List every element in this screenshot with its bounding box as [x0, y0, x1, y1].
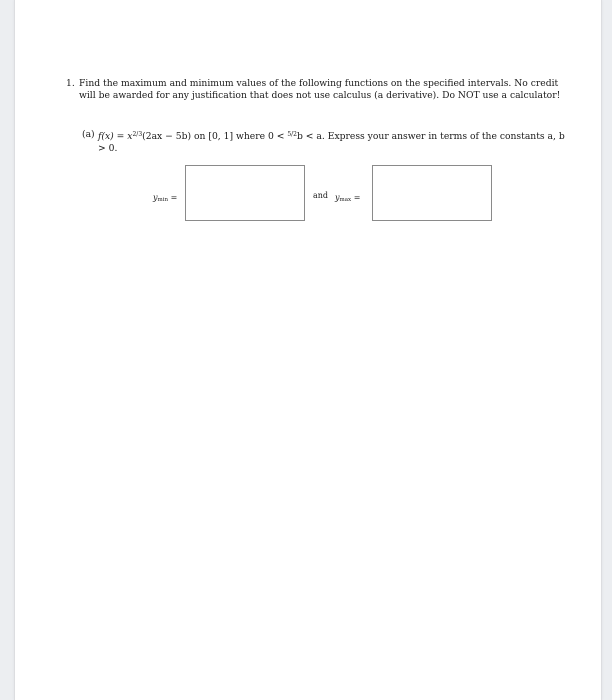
part-a-text — [98, 129, 566, 154]
ymax-label: $y_{max}$ = — [335, 193, 361, 203]
question-number: 1. — [66, 78, 75, 89]
ymin-answer-box[interactable] — [185, 165, 305, 221]
question-1 — [66, 78, 566, 101]
function-expression: f(x) = x — [98, 131, 133, 142]
question-text: Find the maximum and minimum values of the following functions on the specified intervals. No credit will be awarded for any justification that does not use calculus (a derivative). Do NOT use a calculator! — [79, 78, 561, 101]
ymax-answer-box[interactable] — [372, 165, 492, 221]
ymin-label: $y_{min}$ = — [153, 193, 178, 203]
function-rest: (2ax − 5b) on [0, 1] where 0 < — [142, 131, 288, 142]
fraction-coefficient: 5/2 — [287, 131, 297, 138]
part-label: (a) — [82, 129, 95, 140]
function-exponent: 2/3 — [132, 131, 143, 138]
function-rest-2: b < a. Express your answer in terms of the constants a, b > 0. — [98, 131, 565, 154]
part-a — [82, 129, 566, 154]
and-connector: and — [313, 191, 329, 200]
document-page — [14, 0, 602, 700]
